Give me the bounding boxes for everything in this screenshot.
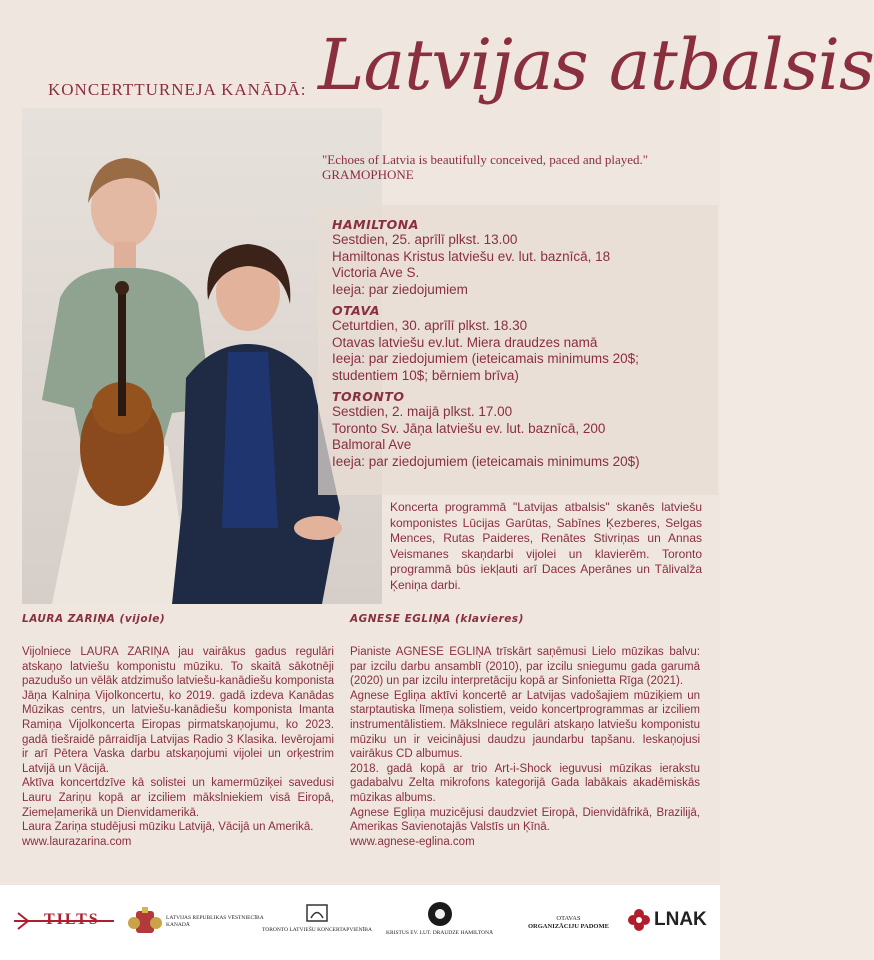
church-emblem-icon — [427, 901, 453, 927]
concert-line: Otavas latviešu ev.lut. Miera draudzes namā — [332, 334, 598, 350]
concert-line: Ieeja: par ziedojumiem (ieteicamais minimums 20$) — [332, 453, 640, 469]
bio-paragraph: Agnese Egliņa aktīvi koncertē ar Latvijas vadošajiem mūziķiem un starptautiska līmeņa solistiem, veido koncertprogrammas ar izciliem instrumentālistiem. Mākslniece regulāri atskaņo latviešu komponistu mūziku un ir veicinājusi daudzu jaundarbu tapšanu. Ieskaņojusi vairākus CD albumus. — [350, 689, 700, 761]
lnak-text: LNAK — [654, 909, 707, 930]
concert-line: Hamiltonas Kristus latviešu ev. lut. baznīcā, 18 — [332, 248, 611, 264]
bio-paragraph: Aktīva koncertdzīve kā solistei un kamermūziķei savedusi Lauru Zariņu kopā ar izciliem mākslniekiem visā Eiropā, Ziemeļamerikā un Dienvidamerikā. — [22, 777, 334, 819]
concert-association-icon — [302, 903, 332, 925]
bio-paragraph: Laura Zariņa studējusi mūziku Latvijā, Vācijā un Amerikā. — [22, 821, 314, 834]
bio-heading-agnese: AGNESE EGLIŅA (klavieres) — [350, 613, 524, 625]
concert-line: Sestdien, 2. maijā plkst. 17.00 — [332, 404, 513, 419]
poster-title: Latvijas atbalsis — [318, 24, 874, 106]
concert-line: Ieeja: par ziedojumiem — [332, 281, 468, 297]
concert-line: Ieeja: par ziedojumiem (ieteicamais minimums 20$; — [332, 351, 639, 366]
bio-paragraph: 2018. gadā kopā ar trio Art-i-Shock ieguvusi mūzikas ierakstu gadabalvu Zelta mikrofons kategorijā Gada labākais akadēmiskās mūzikas albums. — [350, 762, 700, 804]
concert-hamilton — [332, 217, 718, 298]
tilts-text: TILTS — [44, 911, 100, 928]
ottawa-council-line-2: ORGANIZĀCIJU PADOME — [528, 923, 609, 930]
bio-agnese — [350, 645, 700, 849]
program-description: Koncerta programmā "Latvijas atbalsis" skanēs latviešu komponistes Lūcijas Garūtas, Sabīnes Ķezberes, Selgas Mences, Rutas Paideres, Renātes Stivriņas un Annas Veismanes skaņdarbi vijolei un klavierēm. Toronto programmā būs iekļauti arī Daces Aperānes un Tālivalža Ķeniņa darbi. — [390, 500, 702, 592]
bio-paragraph: Pianiste AGNESE EGLIŅA trīskārt saņēmusi Lielo mūzikas balvu: par izcilu darbu ansamblī (2010), par izcilu sniegumu gada garumā (2020) un par izcilu interpretāciju kopā ar Sinfonietta Rīga (2021). — [350, 646, 700, 688]
logo-hamilton-church — [386, 901, 493, 936]
city-name: OTAVA — [332, 303, 381, 318]
city-name: TORONTO — [332, 389, 405, 404]
ottawa-council-line-1: OTAVAS — [556, 915, 581, 922]
logo-lnak — [628, 909, 707, 931]
toronto-concert-text: TORONTO LATVIEŠU KONCERTAPVIENĪBA — [262, 927, 372, 933]
city-name: HAMILTONA — [332, 217, 419, 232]
lnak-flower-icon — [628, 909, 650, 931]
embassy-line-1: LATVIJAS REPUBLIKAS VĒSTNIECĪBA — [166, 915, 264, 921]
logo-embassy — [128, 907, 264, 937]
concert-ottawa — [332, 303, 718, 384]
concert-line: Balmoral Ave — [332, 437, 412, 452]
quote-text: "Echoes of Latvia is beautifully conceived, paced and played." — [322, 152, 649, 167]
logo-ottawa-council — [528, 915, 609, 931]
tour-kicker: KONCERTTURNEJA KANĀDĀ: — [48, 80, 307, 99]
bio-paragraph: Vijolniece LAURA ZARIŅA jau vairākus gadus regulāri atskaņo latviešu komponistu mūziku. To skaitā sākotnēji pazudušo un vēlāk atdzimušo latviešu-kanādiešu komponista Jāņa Kalniņa Vijolkoncertu, ko 2019. gadā izdeva Kanādas Mūzikas centrs, un latviešu-kanādiešu komponista Imanta Ramiņa Vijolkoncerta Eiropas pirmatskaņojumu, ko 2023. gadā tiešraidē pārraidīja Latvijas Radio 3 Klasika. Ievērojami ir arī Pētera Vaska darbu atskaņojumi vijolei un orķestrim Latvijā un Vācijā. — [22, 646, 334, 775]
bio-laura — [22, 645, 334, 849]
concert-line: Ceturtdien, 30. aprīlī plkst. 18.30 — [332, 318, 528, 333]
hamilton-church-text: KRISTUS EV. LUT. DRAUDZE HAMILTONĀ — [386, 930, 494, 936]
concert-line: studentiem 10$; bērniem brīva) — [332, 367, 519, 383]
sponsor-footer — [0, 885, 720, 960]
bio-heading-laura: LAURA ZARIŅA (vijole) — [22, 613, 166, 625]
embassy-line-2: KANADĀ — [166, 922, 190, 928]
bio-paragraph: Agnese Egliņa muzicējusi daudzviet Eiropā, Dienvidāfrikā, Brazilijā, Amerikas Savienotajās Valstīs un Ķīnā. — [350, 806, 700, 834]
logo-toronto-concert — [262, 903, 372, 933]
logo-tilts — [14, 907, 114, 935]
website-link-laura[interactable]: www.laurazarina.com — [22, 835, 132, 848]
concert-line: Toronto Sv. Jāņa latviešu ev. lut. baznīcā, 200 — [332, 420, 606, 436]
press-quote — [322, 152, 712, 182]
concert-toronto — [332, 389, 718, 470]
concert-schedule — [318, 205, 718, 495]
concert-line: Sestdien, 25. aprīlī plkst. 13.00 — [332, 232, 518, 247]
coat-of-arms-icon — [128, 907, 162, 937]
concert-line: Victoria Ave S. — [332, 265, 420, 280]
website-link-agnese[interactable]: www.agnese-eglina.com — [350, 835, 475, 848]
quote-source: GRAMOPHONE — [322, 167, 414, 182]
